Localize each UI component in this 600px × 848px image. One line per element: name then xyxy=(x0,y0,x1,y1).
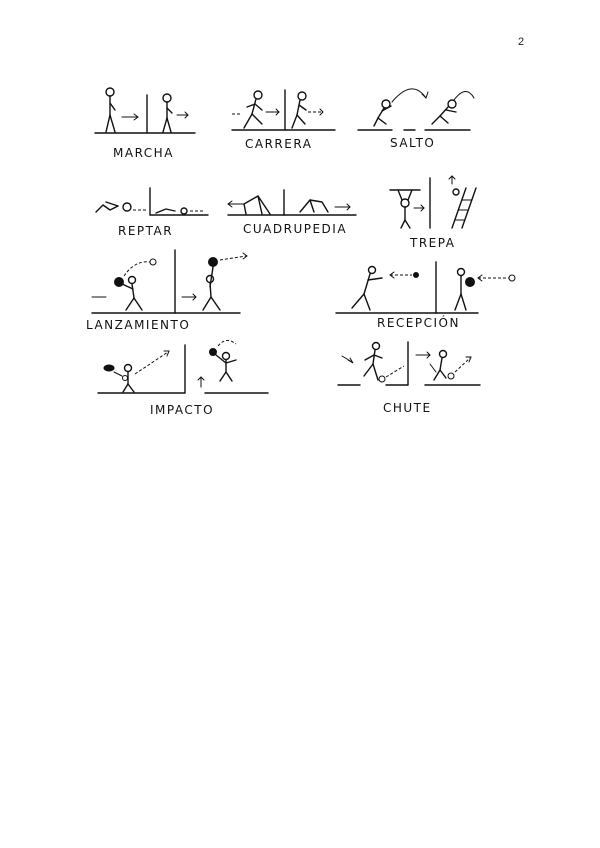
carrera-illustration xyxy=(232,90,335,130)
marcha-illustration xyxy=(95,88,195,133)
caption-lanzamiento: LANZAMIENTO xyxy=(86,318,191,332)
caption-impacto: IMPACTO xyxy=(150,403,215,417)
caption-salto: SALTO xyxy=(390,136,436,150)
caption-chute: CHUTE xyxy=(383,401,432,415)
chute-illustration xyxy=(338,342,480,385)
lanzamiento-illustration xyxy=(92,250,247,313)
caption-carrera: CARRERA xyxy=(245,137,313,151)
recepcion-illustration xyxy=(336,262,515,313)
impacto-illustration xyxy=(98,340,268,393)
salto-illustration xyxy=(358,89,474,130)
trepa-illustration xyxy=(390,176,476,228)
caption-reptar: REPTAR xyxy=(118,224,174,238)
cuadrupedia-illustration xyxy=(228,190,356,215)
caption-trepa: TREPA xyxy=(410,236,456,250)
reptar-illustration xyxy=(96,188,208,215)
caption-cuadrupedia: CUADRUPEDIA xyxy=(243,222,348,236)
caption-marcha: MARCHA xyxy=(113,146,174,160)
caption-recepcion: RECEPCIÓN xyxy=(377,316,460,330)
page-number: 2 xyxy=(518,36,525,48)
